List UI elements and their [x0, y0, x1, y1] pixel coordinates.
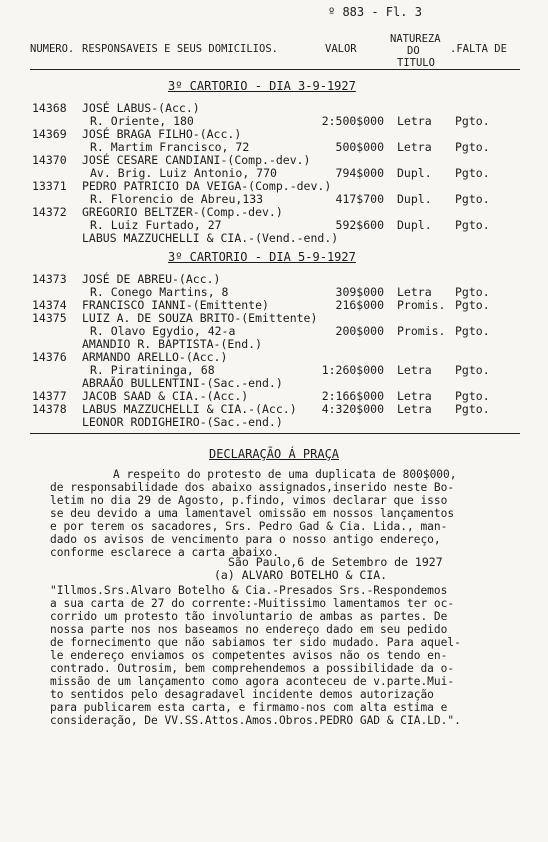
- header-numero: NUMERO.: [30, 43, 75, 55]
- row-natureza: Letra: [397, 285, 432, 299]
- text-line: consideração, De VV.SS.Attos.Amos.Obros.PEDRO GAD & CIA.LD.".: [50, 714, 461, 727]
- row-name: JOSÉ BRAGA FILHO-(Acc.): [82, 127, 242, 141]
- text-line: to sentidos pelo desagradavel incidente demos autorização: [50, 688, 434, 701]
- row-number: 14377: [32, 389, 67, 403]
- header-natureza-line3: TITULO: [397, 57, 435, 69]
- row-valor: 592$600: [335, 218, 384, 232]
- row-name: JACOB SAAD & CIA.-(Acc.): [82, 389, 249, 403]
- row-number: 14375: [32, 311, 67, 325]
- row-falta: Pgto.: [455, 140, 490, 154]
- text-line: se deu devido a uma lamentavel omissão em nossos lançamentos: [50, 507, 455, 520]
- text-line: para publicarem esta carta, e firmamo-nos com alta estima e: [50, 701, 448, 714]
- place-date: São Paulo,6 de Setembro de 1927: [228, 555, 443, 569]
- row-natureza: Letra: [397, 363, 432, 377]
- row-number: 14368: [32, 101, 67, 115]
- row-name: LUIZ A. DE SOUZA BRITO-(Emittente): [82, 311, 318, 325]
- row-name: JOSÉ LABUS-(Acc.): [82, 101, 200, 115]
- text-line: le endereço enviamos os competentes avisos não os tendo en-: [50, 649, 448, 662]
- row-name: LABUS MAZZUCHELLI & CIA.-(Acc.): [82, 402, 297, 416]
- text-line: de fornecimento que não sabiamos ter sido mudado. Para aquel-: [50, 636, 461, 649]
- row-valor: 2:166$000: [321, 389, 384, 403]
- row-name: FRANCISCO IANNI-(Emittente): [82, 298, 269, 312]
- row-falta: Pgto.: [455, 192, 490, 206]
- row-valor: 417$700: [335, 192, 384, 206]
- row-falta: Pgto.: [455, 324, 490, 338]
- text-line: de responsabilidade dos abaixo assignados,inserido neste Bo-: [50, 481, 455, 494]
- row-falta: Pgto.: [455, 285, 490, 299]
- row-natureza: Letra: [397, 114, 432, 128]
- row-falta: Pgto.: [455, 402, 490, 416]
- text-line: letim no dia 29 de Agosto, p.findo, vimos declarar que isso: [50, 494, 448, 507]
- text-line: dado os avisos de vencimento para o nosso antigo endereço,: [50, 533, 441, 546]
- declaration-title: DECLARAÇÃO Á PRAÇA: [208, 447, 340, 461]
- table-row: [0, 232, 548, 245]
- text-line: conforme esclarece a carta abaixo.: [50, 546, 280, 559]
- signature: (a) ALVARO BOTELHO & CIA.: [214, 568, 388, 582]
- section-title: 3º CARTORIO - DIA 3-9-1927: [168, 79, 356, 93]
- text-line: contrado. Outrosim, bem comprehendemos a possibilidade da o-: [50, 662, 455, 675]
- row-name: R. Conego Martins, 8: [90, 285, 229, 299]
- header-rule: [30, 69, 520, 70]
- row-falta: Pgto.: [455, 114, 490, 128]
- row-valor: 309$000: [335, 285, 384, 299]
- text-line: corrido um protesto tão involuntario de ambas as partes. De: [50, 610, 448, 623]
- text-line: "Illmos.Srs.Alvaro Botelho & Cia.-Presados Srs.-Respondemos: [50, 584, 448, 597]
- row-name: R. Piratininga, 68: [90, 363, 215, 377]
- row-valor: 1:260$000: [321, 363, 384, 377]
- row-name: GREGORIO BELTZER-(Comp.-dev.): [82, 205, 283, 219]
- divider-rule: [30, 433, 520, 434]
- text-line: e por terem os sacadores, Srs. Pedro Gad & Cia. Lida., man-: [50, 520, 448, 533]
- row-number: 14373: [32, 272, 67, 286]
- row-name: AMANDIO R. BAPTISTA-(End.): [82, 337, 263, 351]
- row-number: 14378: [32, 402, 67, 416]
- row-name: JOSÉ DE ABREU-(Acc.): [82, 272, 221, 286]
- row-number: 14374: [32, 298, 67, 312]
- row-name: LABUS MAZZUCHELLI & CIA.-(Vend.-end.): [82, 231, 339, 245]
- table-row: [0, 416, 548, 429]
- row-number: 14376: [32, 350, 67, 364]
- row-falta: Pgto.: [455, 363, 490, 377]
- header-valor: VALOR: [325, 43, 357, 55]
- row-name: ABRAÃO BULLENTINI-(Sac.-end.): [82, 376, 283, 390]
- row-name: LEONOR RODIGHEIRO-(Sac.-end.): [82, 415, 283, 429]
- section-title: 3º CARTORIO - DIA 5-9-1927: [168, 250, 356, 264]
- row-valor: 4:320$000: [321, 402, 384, 416]
- header-natureza-line2: DO: [407, 45, 420, 57]
- row-natureza: Letra: [397, 402, 432, 416]
- row-number: 14372: [32, 205, 67, 219]
- row-name: Av. Brig. Luiz Antonio, 770: [90, 166, 277, 180]
- row-falta: Pgto.: [455, 298, 490, 312]
- row-natureza: Dupl.: [397, 218, 432, 232]
- row-natureza: Promis.: [397, 298, 446, 312]
- row-name: R. Oriente, 180: [90, 114, 194, 128]
- row-name: JOSÉ CESARE CANDIANI-(Comp.-dev.): [82, 153, 311, 167]
- row-natureza: Dupl.: [397, 192, 432, 206]
- row-natureza: Promis.: [397, 324, 446, 338]
- row-natureza: Dupl.: [397, 166, 432, 180]
- row-name: R. Luiz Furtado, 27: [90, 218, 222, 232]
- row-name: R. Florencio de Abreu,133: [90, 192, 264, 206]
- text-line: missão de um lançamento como agora aconteceu de v.parte.Mui-: [50, 675, 455, 688]
- row-number: 13371: [32, 179, 67, 193]
- row-valor: 216$000: [335, 298, 384, 312]
- row-valor: 500$000: [335, 140, 384, 154]
- text-line: a sua carta de 27 do corrente:-Muitissimo lamentamos ter oc-: [50, 597, 455, 610]
- page-number: º 883 - Fl. 3: [328, 5, 422, 19]
- header-natureza-line1: NATUREZA: [390, 33, 441, 45]
- row-falta: Pgto.: [455, 218, 490, 232]
- row-natureza: Letra: [397, 389, 432, 403]
- row-natureza: Letra: [397, 140, 432, 154]
- text-line: A respeito do protesto de uma duplicata de 800$000,: [113, 468, 457, 481]
- header-falta: .FALTA DE: [450, 43, 507, 55]
- row-valor: 200$000: [335, 324, 384, 338]
- row-falta: Pgto.: [455, 389, 490, 403]
- header-responsaveis: RESPONSAVEIS E SEUS DOMICILIOS.: [82, 43, 278, 55]
- row-valor: 2:500$000: [321, 114, 384, 128]
- row-falta: Pgto.: [455, 166, 490, 180]
- text-line: nossa parte nos nos baseamos no endereço dado em seu pedido: [50, 623, 448, 636]
- row-name: R. Martim Francisco, 72: [90, 140, 250, 154]
- row-number: 14370: [32, 153, 67, 167]
- row-valor: 794$000: [335, 166, 384, 180]
- row-name: ARMANDO ARELLO-(Acc.): [82, 350, 228, 364]
- row-name: R. Olavo Egydio, 42-a: [90, 324, 236, 338]
- row-number: 14369: [32, 127, 67, 141]
- row-name: PEDRO PATRICIO DA VEIGA-(Comp.-dev.): [82, 179, 332, 193]
